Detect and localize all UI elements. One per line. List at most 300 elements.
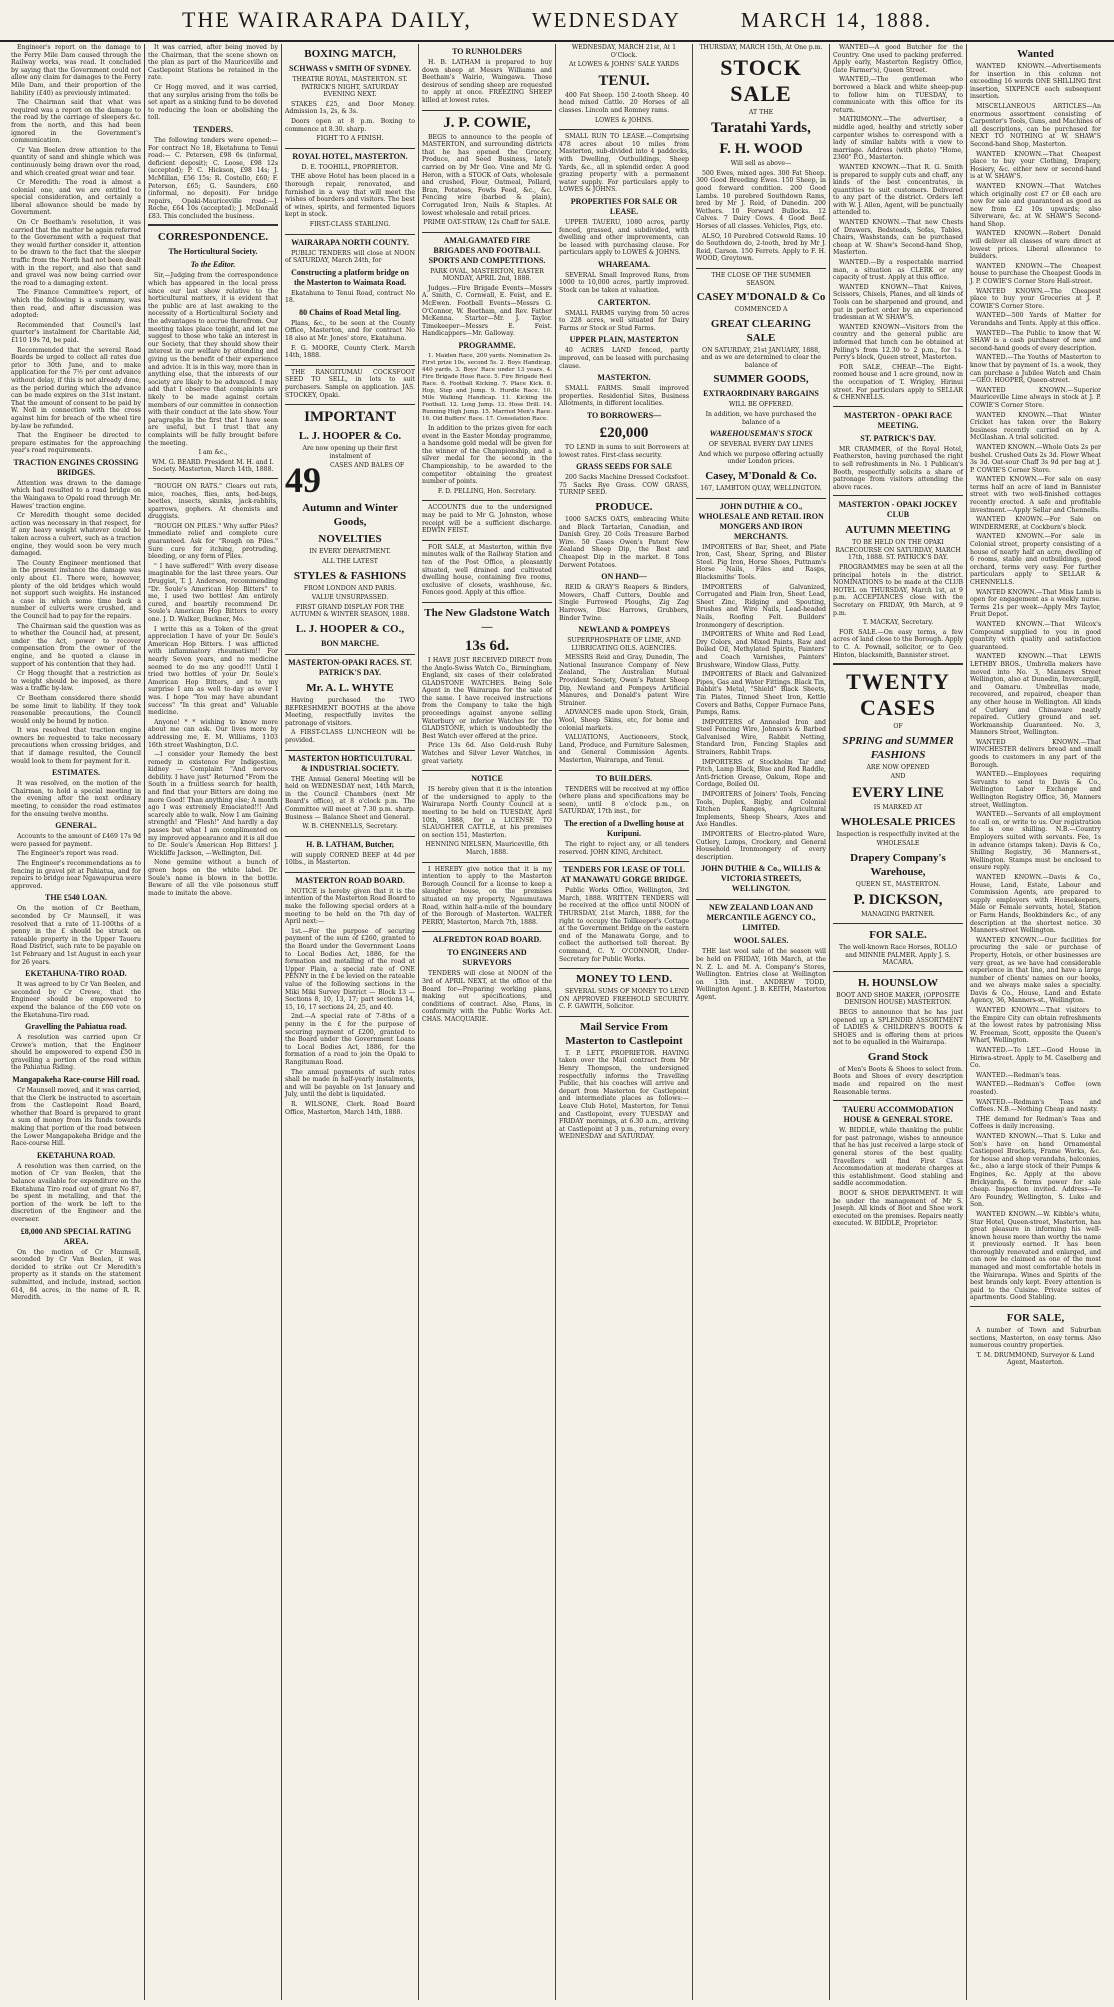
advert-text: TENDERS will be received at my office (where plans and specifications may be seen), until 8 o'clock p.m., on SATURDAY, 17th inst., for xyxy=(559,785,689,816)
classified-ad: WANTED.—To LET.—Good House in Hiriwa-street. Apply to M. Caselberg and Co. xyxy=(970,1047,1101,1070)
article-paragraph: The following tenders were opened:— For contract No 18, Eketahuna to Tenui road:— C. Petersen, £98 6s (informal, deficient deposit); C. Loose, £98 12s (accepted); P. C. Hickson, £98 14s; J. McMillan, £56 15s; R. Costello, £60; F. Peterson, £65; G. Saunders, £60 (informal, no deposit). For bridge repairs, Opaki-Mauriceville road:—J. Roche, £64 10s (accepted); J. McDonald £83. This concluded the business. xyxy=(148,136,278,220)
advert-nz-loan xyxy=(696,903,826,1001)
advert-runholders xyxy=(422,47,552,111)
article-paragraph: A resolution was carried upon Cr Crewe's motion, that the Engineer should be empowered to expend £50 in gravelling a portion of the road within the Pahiatua Riding. xyxy=(11,1034,141,1072)
advert-amount: £20,000 xyxy=(599,425,649,441)
classified-ad: WANTED KNOWN.—The Cheapest place to buy your Groceries at J. P. COWIE'S Corner Store. xyxy=(970,287,1101,310)
advert-text: HENNING NIELSEN, Mauriceville, 6th March, 1888. xyxy=(425,841,549,856)
advert-text: MESSRS Reid and Gray, Dunedin, The National Insurance Company of New Zealand, The Australian Mutual Provident Society, Owen's Patent Sheep Dip, Newland and Pompeys Artificial Manures, and Donald's patent Wire Strainer. xyxy=(559,654,689,707)
section-heading: TENDERS. xyxy=(193,124,233,134)
advert-text: WEDNESDAY, MARCH 21st, At 1 O'Clock. xyxy=(571,44,677,59)
article-paragraph: Recommended that Council's last quarter's instalment for Charitable Aid, £110 19s 7d, be paid. xyxy=(11,321,141,344)
advert-subheading: AUTUMN MEETING xyxy=(845,524,951,537)
classified-ad: FOR SALE, CHEAP.—The Eight-roomed house and 1 acre ground, now in the occupation of T. Wrigley, Hirinui street. For particulars apply to SELLAR & CHENNELLS. xyxy=(833,363,963,402)
advert-sports xyxy=(422,236,552,502)
classified-ad: WANTED KNOWN.—The Cheapest house to purchase the Cheapest Goods in J. P. COWIE'S Corner Store Hall-street. xyxy=(970,262,1101,286)
divider xyxy=(833,495,963,496)
classified-ad: WANTED—500 Yards of Matter for Verandahs and Tents. Apply at this office. xyxy=(970,312,1101,327)
advert-subheading: The erection of a Dwelling house at Kuripuni. xyxy=(564,818,684,838)
newspaper-title: THE WAIRARAPA DAILY, xyxy=(182,7,472,32)
section-heading: Mangapakeha Race-course Hill road. xyxy=(12,1075,140,1085)
article-paragraph: The Engineer's recommendations as to fencing in gravel pit at Pahiatua, and for repairs to bridge near Ngawapurua were approved. xyxy=(11,860,141,890)
advert-text: And which we purpose offering actually under London prices. xyxy=(698,450,824,466)
advert-text: Will sell as above— xyxy=(730,160,792,168)
advert-text: 1000 SACKS OATS, embracing White and Black Tartarian, Canadian, and Danish Grey. 20 Coils Treasure Barbed Wire. 50 Cases Owen's Patent New Zealand Sheep Dip, the Best and Cheapest Dip in the market. 8 Tons Derwent Potatoes. xyxy=(559,515,689,569)
advert-text: T. P. LETT, PROPRIETOR. HAVING taken over the Mail contract from Mr Henry Thompson, the undersigned respectfully informs the Travelling Public, that his coaches will arrive and depart from Masterton for Castlepoint and intermediate places as follows:—Leave Club Hotel, Masterton, for Tenui and Castlepoint, every TUESDAY and FRIDAY mornings, at 6.30 a.m., arriving at Castlepoint at 3 p.m., returning every WEDNESDAY and SATURDAY. xyxy=(559,1049,689,1141)
advert-text: None genuine without a bunch of green hops on the white label. Dr. Soule's name is blown in the bottle. Beware of all the vile poisonous stuff made to imitate the above. xyxy=(148,859,278,897)
advert-gladstone-watch xyxy=(422,606,552,771)
advert-text: IMPORTERS of Annealed Iron and Steel Fencing Wire, Johnson's & Barbed Galvanised Wire, Rabbit Netting, Standard Iron, Fencing Staples and Strainers, Rabbit Traps. xyxy=(696,718,826,757)
advert-subheading: EXTRAORDINARY BARGAINS xyxy=(703,389,819,399)
advert-notice xyxy=(422,774,552,862)
advert-text: ACCOUNTS due to the undersigned may be paid to Mr G. Johnston, whose receipt will be a sufficient discharge. EDWIN FEIST. xyxy=(422,504,552,535)
advert-subheading: JOHN DUTHIE & Co., WILLIS & VICTORIA STREETS, WELLINGTON. xyxy=(700,864,822,894)
advert-heading: MONEY TO LEND. xyxy=(575,973,673,986)
advert-subheading: GREAT CLEARING SALE xyxy=(710,317,812,344)
article-paragraph: The Finance Committee's report, of which the following is a summary, was then read, and after discussion was adopted: xyxy=(11,289,141,320)
advert-text: H. B. LATHAM is prepared to buy down sheep at Messrs Williams and Beetham's Wairio, Waingawa. Those desirous of sending sheep are requested to apply at once. FREEZING SHEEP killed at lowest rates. xyxy=(422,59,552,104)
advert-text: PARK OVAL, MASTERTON, EASTER MONDAY, APRIL 2nd, 1888. xyxy=(430,267,544,283)
advert-text: IMPORTERS of Electro-plated Ware, Cutlery, Lamps, Crockery, and General Household Ironmongery of every description. xyxy=(696,831,826,861)
advert-text: The right to reject any, or all tenders reserved. JOHN KING, Architect. xyxy=(559,840,689,856)
advert-text: 400 Fat Sheep. 150 2-tooth Sheep. 40 head mixed Cattle. 20 Horses of all classes. Lincoln and Romney rams. xyxy=(559,91,689,114)
advert-text: THURSDAY, MARCH 15th, At One p.m. xyxy=(699,44,823,51)
section-heading: GENERAL. xyxy=(55,821,97,831)
advert-heading: TENDERS FOR LEASE OF TOLL AT MANAWATU GORGE BRIDGE. xyxy=(560,865,688,885)
advert-text: will supply CORNED BEEF at 4d per 10lbs., in Masterton. xyxy=(285,851,415,867)
advert-text: 1. Maiden Race, 200 yards. Nomination 2s. First prize 10s, second 5s. 2. Boys Handicap, 440 yards. 3. Boys' Race under 13 years. 4. Fire Brigade Hose Race. 5. Fire Brigade Reel Race. 6. Football Kicking. 7. Place Kick. 8. Hop, Step and Jump. 9. Hurdle Race. 10. Mile Walking Handicap. 11. Kicking the Football. 12. Long Jump. 13. Hose Drill. 14. Running High Jump. 15. Married Men's Race. 16. Old Buffers' Race. 17. Consolation Race. xyxy=(422,353,552,423)
advert-text: 2nd.—A special rate of 7-8ths of a penny in the £ for the purpose of securing payment of £200, granted to the Board under the Government Loans to Local Bodies Act, 1886, for the formation of a road to join the Opaki to Rangitumau Road. xyxy=(285,1013,415,1066)
advert-text: The well-known Race Horses, ROLLO and MINNIE PALMER. Apply J. S. MACARA. xyxy=(838,943,958,967)
advert-money xyxy=(559,972,689,1017)
advert-text: 167, LAMBTON QUAY, WELLINGTON. xyxy=(700,485,822,493)
advert-text: In addition, we have purchased the balance of a xyxy=(705,411,817,426)
advert-heading: MASTERTON-OPAKI RACES. ST. PATRICK'S DAY. xyxy=(288,657,412,677)
divider xyxy=(970,1306,1101,1307)
advert-heading: MASTERTON - OPAKI RACE MEETING. xyxy=(843,410,953,430)
advert-text: THE last wool sale of the season will be held on FRIDAY, 16th March, at the N. Z. L. and M. A. Company's Stores, Wellington. Entries close at Wellington on 13th inst. ANDREW TODD, Wellington Agent. J. B. KEITH, Masterton Agent. xyxy=(696,948,827,1001)
section-heading: EKETAHUNA ROAD. xyxy=(36,1150,116,1160)
advert-text: F. D. PELLING, Hon. Secretary. xyxy=(437,487,537,495)
column-7 xyxy=(830,44,967,2000)
advert-text: T. MACKAY, Secretary. xyxy=(862,619,934,627)
article-paragraph: It was carried, after being moved by the Chairman, that the scene shown on the plan as part of the Mauriceville and Castlepoint Stations be retained in the rate. xyxy=(148,44,278,82)
advert-lowes-johns xyxy=(559,133,689,770)
classified-ad: WANTED.—The Youths of Masterton to know that by payment of 1s. a week, they can purchase a Jubilee Watch and Chain—GEO. HOOPER, Queen-street. xyxy=(970,354,1101,385)
advert-slaughter-house xyxy=(422,866,552,933)
advert-subheading: WHOLESALE PRICES xyxy=(840,815,956,828)
advert-subheading: PROGRAMME. xyxy=(458,341,516,351)
advert-text: UPPER TAUERU, 1080 acres, partly fenced, grassed, and subdivided, with dwelling and other improvements, can be leased with purchasing clause. For particulars apply to LOWES & JOHNS. xyxy=(559,218,689,257)
advert-number: 49 xyxy=(285,462,321,499)
advert-text: TO BE HELD ON THE OPAKI RACECOURSE ON SATURDAY, MARCH 17th, 1888. ST. PATRICK'S DAY. xyxy=(835,539,961,562)
advert-text: Anyone! * * wishing to know more about me can ask. Our lives more by addressing me, E. M. Williams, 1103 16th street Washington, D.C. xyxy=(148,718,278,749)
advert-text: STAKES £25, and Door Money. Admission 1s, 2s, & 3s. xyxy=(285,100,415,116)
advert-text: SEVERAL Small Improved Runs, from 1000 to 10,000 acres, partly improved. Stock can be taken at valuation. xyxy=(559,271,689,295)
classified-ad: THE demand for Redman's Teas and Coffees is daily increasing. xyxy=(970,1115,1101,1131)
classified-ad: WANTED KNOWN.—That S. Luke and Son's have on hand Ornamental Castiepoel Brackets, Frame Works, &c. for house and shop verandahs, balconies, &c., also a large stock of their Pumps & Engines, &c. Apply at the above Brickyards, & forms power for sale cheap. Inspection invited. Address—Te Aro Foundry, Wellington, S. Luke and Son. xyxy=(970,1132,1101,1209)
advert-text: WILL BE OFFERED. xyxy=(728,401,794,409)
advert-text: FIRST GRAND DISPLAY FOR THE AUTUMN & WINTER SEASON, 1888. xyxy=(290,603,410,619)
advert-heading: MASTERTON ROAD BOARD. xyxy=(295,875,405,885)
advert-subheading: L. J. HOOPER & Co. xyxy=(298,430,402,443)
advert-subheading: SPRING and SUMMER FASHIONS xyxy=(842,734,954,761)
advert-subheading: SUMMER GOODS, xyxy=(713,373,809,386)
classified-ad: MISCELLANEOUS ARTICLES—An enormous assortment consisting of Carpenter's Tools, Guns, and Machines of all descriptions, can be purchased for NEXT TO NOTHING at W. SHAW'S Second-hand Shop, Masterton. xyxy=(970,102,1102,148)
advert-subheading: SCHWASS v SMITH OF SYDNEY. xyxy=(289,64,411,73)
advert-text: THEATRE ROYAL, MASTERTON. ST. PATRICK'S NIGHT, SATURDAY EVENING NEXT. xyxy=(292,76,408,99)
advert-text: IMPORTERS of Bar, Sheet, and Plate Iron, Cast, Shear, Spring, and Blister Steel. Pig Iron, Horse Shoes, Puttnam's Horse Nails, Files and Rasps, Blacksmiths' Tools. xyxy=(696,543,826,581)
advert-subheading: EVERY LINE xyxy=(852,784,944,801)
advert-subheading: PRODUCE. xyxy=(595,500,653,513)
advert-casey-mdonald xyxy=(696,272,826,499)
advert-text: IMPORTERS of White and Red Lead, Dry Colors, and Mixed Paints, Raw and Boiled Oil, Methylated Spirits, Painters' and Coach Varnishes, Painters' Brushware, Window Glass, Putty. xyxy=(696,631,826,669)
advert-text: AND xyxy=(890,773,906,781)
divider xyxy=(833,663,963,665)
advert-text: A FIRST-CLASS LUNCHEON will be provided. xyxy=(285,729,415,744)
advert-text: NOTICE is hereby given that it is the intention of the Masterton Road Board to make the following special orders at a meeting to be held on the 7th day of April next:— xyxy=(285,887,415,926)
advert-heading: Mail Service From Masterton to Castlepoint xyxy=(565,1020,683,1047)
advert-heading: H. B. LATHAM, Butcher, xyxy=(306,839,394,849)
advert-heading: STOCK SALE xyxy=(720,54,802,106)
column-6 xyxy=(693,44,830,2000)
advert-subheading: WAREHOUSEMAN'S STOCK xyxy=(709,429,813,439)
advert-heading: AMALGAMATED FIRE BRIGADES AND FOOTBALL SPORTS AND COMPETITIONS. xyxy=(428,235,546,265)
advert-text: THE above Hotel has been placed in a thorough repair, renovated, and furnished in a way that will meet the wishes of boarders and visitors. The best of wines, spirits, and fermented liquors kept in stock. xyxy=(285,173,415,219)
classified-ad: WANTED KNOWN.—That R. G. Smith is prepared to supply cuts and chaff, any kinds of the best concentrates, in quantities to suit customers. Delivered to any part of the district. Orders left with W. J. Allen, Agent, will be punctually attended to. xyxy=(833,163,963,217)
advert-text: Doors open at 8 p.m. Boxing to commence at 8.30. sharp. xyxy=(285,117,415,133)
advert-text: 200 Sacks Machine Dressed Cocksfoot. 75 Sacks Rye Grass. COW GRASS, TURNIP SEED. xyxy=(559,474,689,497)
advert-text: IMPORTERS of Black and Galvanized Pipes, Gas and Water Fittings. Black Tin, Babbit's Metal, "Shield" Black Sheets, Tin Plates, Tinned Sheet Iron, Kettle Covers and Baths, Copper Furnace Pans, Pumps, Rams. xyxy=(696,671,826,717)
advert-text: FOR SALE, at Masterton, within five minutes walk of the Railway Station and ten of the Post Office, a pleasantly situated, well drained and cultivated dwelling house, containing five rooms, exclusive of closets, washhouse, &c. Fences good. Apply at this office. xyxy=(422,543,552,597)
advert-accounts xyxy=(422,504,552,540)
article-paragraph: It was resolved, on the motion of the Chairman, to hold a special meeting in the evening after the next ordinary meeting, to consider the road estimates for the ensuing twelve months. xyxy=(11,780,141,818)
classified-ad: MATRIMONY.—The advertiser, a middle aged, healthy and strictly sober carpenter wishes to correspond with a lady of similar habits with a view to marriage. Address (with photo) "Home, 2360" P.O., Masterton. xyxy=(833,116,963,162)
advert-text: SMALL FARMS. Small improved properties. Residential Sites, Business Allotments, in different localities. xyxy=(559,385,689,408)
advert-subheading: BON MARCHE. xyxy=(321,638,379,648)
advert-text: TENDERS will close at NOON of the 3rd of APRIL NEXT, at the office of the Board for—Preparing working plans, making out specifications, and conditions of contract. Also, Plans, in conformity with the Public Works Act. CHAS. MACQUARIE. xyxy=(422,970,552,1023)
classified-ad: WANTED KNOWN.—Robert Donald will deliver all classes of ware direct at lowest prices. Liberal allowance to builders. xyxy=(970,230,1101,261)
classified-ad: WANTED.—Redman's Coffee (own roasted). xyxy=(970,1081,1101,1096)
advert-latham xyxy=(285,840,415,873)
advert-county-tenders xyxy=(285,238,415,366)
advert-text: W. BIDDLE, while thanking the public for past patronage, wishes to announce that he has just received a large stock of general stores of the best quality. Travellers will find First Class Accommodation at moderate charges at this establishment. Good stabling and saddle accommodation. xyxy=(833,1127,963,1188)
advert-text: F. G. MOORE, County Clerk. March 14th, 1888. xyxy=(285,344,415,360)
advert-text: QUEEN ST., MASTERTON. xyxy=(855,880,941,888)
classified-ad: WANTED KNOWN.—For Sale on WINDERMERE, at Cockburn's block. xyxy=(970,516,1101,531)
article-paragraph: Cr Van Beelen drew attention to the quantity of sand and shingle which was continuously being drawn over the road, and which created great wear and tear. xyxy=(11,146,141,177)
advert-text: BOOT AND SHOE MAKER, (OPPOSITE DENISON HOUSE) MASTERTON. xyxy=(836,991,960,1007)
letter-closing: I am &c., xyxy=(198,449,228,457)
section-heading: £8,000 AND SPECIAL RATING AREA. xyxy=(20,1226,132,1246)
article-paragraph: Cr Hogg thought that a restriction as to weight should be imposed, as there was a traffic by-law. xyxy=(11,670,141,693)
advert-text: BOOT & SHOE DEPARTMENT. It will be under the management of Mr S. Joseph. All kinds of Boot and Shoe work executed on the premises. Repairs neatly executed. W. BIDDLE, Proprietor. xyxy=(833,1190,963,1228)
advert-text: I write this as a Token of the great appreciation I have of your Dr. Soule's American Hop Bitters. I was afflicted with inflammatory rheumatism!! For nearly Seven years, and no medicine seemed to do me any good!!! Until I tried two bottles of your Dr. Soule's American Hop Bitters, and to my surprise I am as well to-day as ever I was. I hope "You may have abundant success" "In this great and" Valuable medicine. xyxy=(148,625,278,717)
advert-text: Judges.—Fire Brigade Events—Messrs A. Smith, C. Cornwall, E. Feist, and E. McEwen. Football Events—Messrs G. O'Connor, W. Beetham, and Rev. Father McKenna. Starter—Mr. J. Taylor. Timekeeper—Messrs E. Feist. Handicappers—Mr. Galloway. xyxy=(422,284,552,338)
advert-heading: CASEY M'DONALD & Co xyxy=(696,291,826,304)
section-heading: Gravelling the Pahiatua road. xyxy=(25,1022,127,1032)
advert-subheading: STYLES & FASHIONS xyxy=(293,569,407,582)
advert-text: Price 13s 6d. Also Gold-rush Ruby Watches and Silver Lever Watches, in great variety. xyxy=(422,742,552,765)
advert-text: 40 ACRES LAND fenced, partly improved, can be leased with purchasing clause. xyxy=(559,347,689,370)
advert-text: The annual payments of such rates shall be made in half-yearly instalments, and will be payable on 1st January and July, until the debt is liquidated. xyxy=(285,1068,415,1099)
divider xyxy=(833,406,963,407)
advert-heading: TENUI. xyxy=(598,72,650,89)
classified-ad: WANTED KNOWN.—That Watches which originally cost £7 or £8 each are now for sale and guaranteed as good as new from £2 10s upwards; also Silverware, &c. at W. SHAW'S Second-hand Shop. xyxy=(970,182,1101,228)
advert-text: R. WILSONE, Clerk. Road Board Office, Masterton, March 14th, 1888. xyxy=(285,1100,415,1116)
advert-text: THE Annual General Meeting will be held on WEDNESDAY next, 14th March, in the Council Chambers (next Mr Beard's office), at 8 o'clock p.m. The Committee will meet at 7.30 p.m. sharp. Business — Balance Sheet and General. xyxy=(285,775,415,821)
classified-ad: WANTED.—Servants of all employment to call on, or write to us. Our registration fee is one shilling. N.B.—Country Employers suited with servants. Fee, 1s in advance (stamps taken). Davis & Co., Shilling Registry, 36 Manners-st., Wellington. Stamps must be enclosed to ensure reply. xyxy=(970,811,1101,872)
classified-ad: WANTED KNOWN.—Whole Oats 2s per bushel. Crushed Oats 2s 3d. Flowr Wheat 3s 3d. Oat-sour Chaff 3s 9d per bag at J. P. COWIE'S Corner Store. xyxy=(970,443,1101,474)
advert-subheading: GRASS SEEDS FOR SALE xyxy=(576,462,672,472)
divider xyxy=(833,971,963,972)
article-paragraph: On Cr Beetham's resolution, it was carried that the matter be again referred to the Government with a request that they would further consider it, attention to be drawn to the fact that the sleeper traffic from the North had not been dealt with in the report, and also that sand and gravel was now being carried over the road to a damaging extent. xyxy=(11,219,141,287)
letter-body: Sir,—Judging from the correspondence which has appeared in the local press since our last show relative to the horticultural matters, it is evident that the public are at last awaking to the necessity of a Horticultural Society and the advantages to accrue therefrom. Our meeting takes place tonight, and let me suggest to those who take an interest in our Society, that they should show their interest in our welfare by attending and giving us the benefit of their experience and advice. It is in this way, more than in anything else, that the interests of our society are likely to be advanced. I may add that I observe that complaints are likely to be made against certain members of our committee in connection with their conduct at the late show. Your paragraphs in the first that I have seen are useful, but I trust that any complaints will be fully brought before the meeting. xyxy=(148,272,278,447)
classified-ad: WANTED KNOWN.—W. Kibble's white, Star Hotel, Queen-street, Masterton, has great pleasure in informing his well-known house more than worthy the name it previously earned. It has been thoroughly renovated and enlarged, and can now be claimed as one of the most managed and most comfortable hotels in the Wairarapa. Wines and Spirits of the best brands only kept. Every attention is paid to the Cuisine. Private suites of apartments. Good Stabling. xyxy=(970,1210,1101,1302)
advert-text: A number of Town and Suburban sections, Masterton, on easy terms. Also numerous country properties. xyxy=(970,1327,1101,1350)
advert-text: MR CRAMMER, of the Royal Hotel, Featherston, having purchased the right to sell refreshments in No. 1 Publican's Booth, respectfully solicits a share of patronage from visitors attending the above races. xyxy=(833,445,963,491)
advert-toll-lease xyxy=(559,865,689,969)
classified-ad: WANTED KNOWN.—That Wilcox's Compound supplied to you in good quantity with quality and satisfaction guaranteed. xyxy=(970,620,1101,651)
divider xyxy=(148,478,278,479)
advert-text: VALUE UNSURPASSED. xyxy=(311,594,389,602)
advert-horticultural xyxy=(285,754,415,837)
advert-text: IN EVERY DEPARTMENT. xyxy=(309,548,391,556)
article-paragraph: On the motion of Cr Beetham, seconded by Cr Maunsell, it was resolved that a rate of 11-100ths of a penny in the £ should be struck on rateable property in the Upper Taueru Road District, such rate to be payable on 1st February and 1st August in each year for 26 years. xyxy=(11,905,141,966)
advert-text: Ekatahuna to Tenui Road, contract No 18. xyxy=(285,289,415,305)
advert-subheading: 80 Chains of Road Metal ling. xyxy=(299,307,401,317)
advert-subheading: WHAREAMA. xyxy=(597,259,651,269)
advert-road-board xyxy=(285,876,415,1116)
advert-text: 500 Ewes, mixed ages. 300 Fat Sheep. 300 Good Breeding Ewes. 150 Sheep, in good forward condition. 200 Good Lambs. 10 purebred Southdown Rams, bred by Mr J. Reid, of Dunedin. 200 Wethers. 10 Forward Bullocks. 12 Calves. 7 Dairy Cows. 4 Good Beef. Horses of all classes. Vehicles, Pigs, etc. xyxy=(696,169,826,230)
advert-text: IMPORTERS of Stockholm Tar and Pitch, Lamp Black, Blue and Red Raddle, Anti-friction Grease, Oakum, Rope and Cordage, Boiled Oil. xyxy=(696,758,826,789)
advert-text: " I have suffered!" With every disease imaginable for the last three years. Our Druggist, T. J. Anderson, recommending "Dr. Soule's American Hop Bitters" to me, I used two bottles! Am entirely cured, and heartily recommend Dr. Soule's American Hop Bitters to every one. J. D. Walker, Buckner, Mo. xyxy=(148,562,278,623)
advert-auctioneer: F. H. WOOD xyxy=(719,141,803,158)
advert-text: VALUATIONS, Auctioneers, Stock, Land, Produce, and Furniture Salesmen, and General Commission Agents. Masterton, Wairarapa, and Tenui. xyxy=(559,734,689,764)
divider xyxy=(833,923,963,924)
classified-ad: WANTED KNOWN.—That new Chests of Drawers, Bedsteads, Sofas, Tables, Chairs, Washstands, can be purchased cheap at W. Shaw's Second-hand Shop, Masterton. xyxy=(833,219,963,257)
classified-ad: WANTED KNOWN—Visitors from the country and the general public are informed that lunch can be obtained at Pelling's from 12.30 to 2 p.m., for 1s. Perry's block, Queen street, Masterton. xyxy=(833,323,963,362)
classified-ad: WANTED KNOWN.—That Miss Lamb is open for engagement as a weekly nurse. Terms 21s per week—Apply Mrs Taylor, Fruit Depot. xyxy=(970,588,1101,619)
advert-heading: H. HOUNSLOW xyxy=(857,976,939,989)
advert-text: ON SATURDAY, 21st JANUARY, 1888, and as we are determined to clear the balance of xyxy=(701,346,821,369)
classified-ad: WANTED KNOWN—That Knives, Scissors, Chisels, Planes, and all kinds of Tools can be sharpened and ground, and put in perfect order by an experienced tradesman at W. SHAW'S. xyxy=(833,283,963,322)
advert-text: In addition to the prizes given for each event in the Easter Monday programme, a handsome gold medal will be given for the winner of the Championship, and a silver medal for the second in the Championship, to be awarded to the competitor obtaining the greatest number of points. xyxy=(422,425,552,486)
article-paragraph: The Chairman said the question was as to whether the Council had, at present, under the Act, power to recover compensation from the owner of the engine, and he quoted a clause in support of his contention that they had. xyxy=(11,622,141,668)
advert-subheading: ST. PATRICK'S DAY. xyxy=(860,433,936,443)
article-paragraph: Cr Maunsell moved, and it was carried, that the Clerk be instructed to ascertain from the Castlepoint Road Board, whether that Board is prepared to grant a sum of money from its funds towards making that portion of the road between the Lower Mangapakeha Bridge and the Race-course Hill. xyxy=(11,1087,141,1148)
advert-subheading: Drapery Company's Warehouse, xyxy=(850,851,946,878)
advert-text: CASES AND BALES OF xyxy=(330,462,405,470)
article-paragraph: On the motion of Cr Maunsell, seconded by Cr Van Beelen, it was decided to strike out Cr Meredith's property as it stands on the statement submitted, and include, instead, section 614, 84 acres, in the name of R. R. Meredith. xyxy=(11,1248,141,1302)
divider xyxy=(833,1100,963,1101)
classified-ad: FOR SALE.—On easy terms, a few acres of land close to the Borough. Apply to C. A. Pownall, solicitor, or to Geo. Hinton, blacksmith, Bannister street. xyxy=(833,628,963,659)
advert-text: THE CLOSE OF THE SUMMER SEASON. xyxy=(711,271,811,287)
advert-text: "ROUGH ON RATS." Clears out rats, mice, roaches, flies, ants, bed-bugs, beetles, insects, skunks, jack-rabbits, sparrows, gophers. At chemists and druggists. xyxy=(148,482,278,521)
advert-text: 1st.—For the purpose of securing payment of the sum of £260, granted to the Board under the Government Loans to Local Bodies Act, 1886, for the formation and metalling of the road at Upper Plain, a special rate of ONE PENNY in the £ be levied on the rateable value of the following sections in the Miki Miki Survey District — Block 13 — Sections 8, 10, 13, 17; part sections 14, 15, 16, 17 sections 24, 25, and 40. xyxy=(285,927,415,1011)
advert-heading: WAIRARAPA NORTH COUNTY. xyxy=(291,237,409,247)
advert-text: PUBLIC TENDERS will close at NOON of SATURDAY, March 24th, for xyxy=(285,249,415,265)
letter-salutation: To the Editor. xyxy=(190,260,236,270)
advert-text: Are now opening up their first instalment of xyxy=(302,445,398,460)
article-paragraph: Recommended that the several Road Boards be urged to collect all rates due prior to 30th June, and to make application for the 7½ per cent advance without delay, if this is not already done, as the period during which the advance can be made expires on the 31st instant. That the amount of consent to be paid by W. Noll in connection with the cross against him for breach of the wheel tire by-law be refunded. xyxy=(11,346,141,430)
advert-text: D. E. TOOHILL, PROPRIETOR. xyxy=(301,163,399,171)
classified-ad: WANTED—The Public to know that W. SHAW is a cash purchaser of new and second-hand goods of every description. xyxy=(970,329,1101,352)
advert-text: SUPERPHOSPHATE OF LIME, AND LUBRICATING OILS. AGENCIES. xyxy=(567,637,681,652)
advert-text: FIGHT TO A FINISH. xyxy=(316,135,384,143)
article-paragraph: It was resolved that traction engine owners be requested to take necessary precautions when crossing bridges, and that if damage resulted, the Council would look to them for payment for it. xyxy=(11,727,141,765)
article-paragraph: Attention was drawn to the damage which had resulted to a road bridge on the Waingawa to Opaki road through Mr. Hawes' traction engine. xyxy=(11,479,141,510)
advert-subheading: Mr. A. L. WHYTE xyxy=(306,681,394,694)
advert-heading: IMPORTANT xyxy=(304,409,396,426)
article-paragraph: The County Engineer mentioned that in the present instance the damage was only about £1. There were, however, plenty of the old bridges which would not support such weights. He instanced a case in which some time back a number of culverts were crushed, and the Council had to pay for the repairs. xyxy=(11,559,141,620)
classified-ad: WANTED KNOWN.—For sale in Colonial street, property consisting of a house of nearly half an acre, dwelling of 6 rooms, stable and outbuildings, good orchard, terms very easy. For further particulars apply to SELLAR & CHENNELLS. xyxy=(970,533,1101,586)
advert-heading: BOXING MATCH, xyxy=(304,48,396,60)
advert-text: ALSO, 10 Purebred Cotswold Rams. 10 do Southdown do, 2-tooth, bred by Mr J. Reid, Carson. 150 Ferrets. Apply to F. H. WOOD, Greytown. xyxy=(696,232,826,263)
advert-heading: FOR SALE, xyxy=(1006,1312,1065,1325)
advert-text: IS MARKED AT xyxy=(873,803,923,811)
advert-text: MANAGING PARTNER. xyxy=(861,911,935,919)
letter-signature: WM. G. BEARD. President M. H. and I. Society. Masterton, March 14th, 1888. xyxy=(152,458,274,474)
advert-text: At LOWES & JOHNS' SALE YARDS xyxy=(568,61,680,69)
advert-heading: ALFREDTON ROAD BOARD. xyxy=(432,935,542,945)
advert-heading: TO BUILDERS. xyxy=(595,773,653,783)
advert-text: REID & GRAY'S Reapers & Binders, Mowers, Chaff Cutters, Double and Single Furrowed Ploughs, Zig Zag Harrows, Disc Harrows, Grubbers, Binder Twine. xyxy=(559,584,689,622)
advert-hooper xyxy=(285,408,415,655)
advert-price: 13s 6d. xyxy=(464,637,510,654)
advert-text: FROM LONDON AND PARIS. xyxy=(303,584,397,592)
section-heading: ESTIMATES. xyxy=(51,768,101,778)
article-paragraph: Cr Meredith thought some decided action was necessary in that respect, for if any heavy weight whatever could be taken across a culvert, such as a traction engine, they would soon be very much damaged. xyxy=(11,512,141,558)
advert-subheading: P. DICKSON, xyxy=(853,892,943,909)
advert-alfredton xyxy=(422,935,552,1023)
advert-text: OF xyxy=(893,723,903,731)
advert-text: FIRST-CLASS STABLING. xyxy=(309,220,391,228)
advert-builders xyxy=(559,774,689,863)
advert-text: SMALL FARMS varying from 50 acres to 228 acres, well situated for Dairy Farms or Stock or Stud Farms. xyxy=(559,309,689,332)
classified-ad: WANTED KNOWN.—That Cheapest place to buy your Clothing, Drapery, Hosiery, &c. either new or second-hand is at W. SHAW'S. xyxy=(970,150,1101,181)
masthead-day: WEDNESDAY xyxy=(531,7,681,32)
column-4 xyxy=(419,44,556,2000)
advert-text: TO LEND in sums to suit Borrowers at lowest rates. First-class security. xyxy=(559,444,689,459)
classified-ad: WANTED KNOWN.—That LEWIS LETHBY BROS., Umbrella makers have moved into No. 3, Manners Street Wellington, also at Dunedin, Invercargill, and Oamaru. Umbrellas made, recovered, and repaired, cheaper than any other house in Wellington. All kinds of Cutlery and Chinaware neatly repaired. Cutlery ground and set. Workmanship Guaranteed. No. 3, Manners Street, Wellington. xyxy=(970,653,1101,737)
article-paragraph: Accounts to the amount of £469 17s 9d were passed for payment. xyxy=(11,833,141,848)
advert-subheading: NEWLAND & POMPEYS xyxy=(578,625,670,635)
article-paragraph: The Engineer's report was read. xyxy=(17,850,119,858)
section-heading: TRACTION ENGINES CROSSING BRIDGES. xyxy=(13,457,139,477)
advert-text: SMALL RUN TO LEASE.—Comprising 478 acres about 10 miles from Masterton, sub-divided into 4 paddocks, with Dwelling, Outbuildings, Sheep Yards, &c., all in splendid order. A good grazing property with a permanent water supply. For particulars apply to LOWES & JOHNS. xyxy=(559,133,689,194)
advert-text: ARE NOW OPENED xyxy=(866,763,930,771)
advert-heading: PROPERTIES FOR SALE OR LEASE. xyxy=(570,196,678,216)
advert-boxing xyxy=(285,47,415,149)
advert-stock-sale xyxy=(696,44,826,269)
advert-heading: FOR SALE. xyxy=(869,928,927,941)
advert-text: "ROUGH ON PILES." Why suffer Piles? Immediate relief and complete cure guaranteed. Ask for "Rough on Piles." Sure cure for itching, protruding, bleeding, or any form of Piles. xyxy=(148,522,278,561)
classified-ad: WANTED.—Employees requiring Servants to send to Davis & Co., Wellington Labor Exchange and Wellington Registry Office, 36, Manners street, Wellington. xyxy=(970,771,1101,809)
advert-heading: JOHN DUTHIE & CO., WHOLESALE AND RETAIL IRON MONGERS AND IRON MERCHANTS. xyxy=(698,501,824,541)
advert-heading: TAUERU ACCOMMODATION HOUSE & GENERAL STORE. xyxy=(842,1105,954,1125)
advert-subheading: Grand Stock xyxy=(867,1050,929,1063)
advert-text: AT THE xyxy=(748,108,774,116)
advert-heading: MASTERTON HORTICULTURAL & INDUSTRIAL SOCIETY. xyxy=(288,753,412,773)
column-1 xyxy=(8,44,145,2000)
classified-ad: WANTED KNOWN.—That visitors to the Empire City can obtain refreshments at the lowest rates by patronising Miss W. Freeman, Scott, opposite the Queen's Wharf, Wellington. xyxy=(970,1007,1101,1045)
article-paragraph: Engineer's report on the damage to the Ferry Mile Dam caused through the Railway works, was read. It concluded by saying that the Government could not allow any claim for damages to the Ferry Mile Dam, and their proportion of the liability (£40) as previously intimated. xyxy=(11,44,141,97)
section-heading: EKETAHUNA-TIRO ROAD. xyxy=(25,969,127,979)
advert-royal-hotel xyxy=(285,152,415,235)
advert-for-sale xyxy=(422,544,552,603)
advert-text: Public Works Office, Wellington, 3rd March, 1888. WRITTEN TENDERS will be received at the office until NOON of THURSDAY, 21st March, 1888, for the right to occupy the Tollkeeper's Cottage at the Government Bridge on the eastern end of the Manawatu Gorge, and to collect the authorised toll thereat. By command, C. Y. O'CONNOR, Under-Secretary for Public Works. xyxy=(559,887,689,963)
column-3 xyxy=(282,44,419,2000)
advert-subheading: Taratahi Yards, xyxy=(711,120,811,137)
advert-text: BEGS to announce to the people of MASTERTON, and surrounding districts that he has opened the Grocery, Produce, and Seed Business, lately carried on by Mr Geo. Vine and Mr G. Heron, with a STOCK of Oats, wholesale and crushed, Flour, Oatmeal, Pollard, Bran, Potatoes, Fowls Feed, &c., &c. Fencing wire (barbed & plain), Corrugated Iron, Nails & Staples. At lowest wholesale and retail prices. xyxy=(422,133,552,217)
article-paragraph: Cr Meredith: The road is almost a colonial one, and we are entitled to special consideration, and certainly a liberal allowance should be made by Government. xyxy=(11,179,141,217)
advert-text: Inspection is respectfully invited at the xyxy=(836,830,960,838)
advert-text: BEGS to announce that he has just opened up a SPLENDID ASSORTMENT of LADIES & CHILDREN'S BOOTS & SHOES and is offering them at prices not to be equalled in the Wairarapa. xyxy=(833,1008,963,1047)
article-paragraph: Cr Hogg moved, and it was carried, that any surplus arising from the tolls be set apart as a sinking fund to be devoted to reducing the loan or abolishing the toll. xyxy=(148,83,278,122)
article-paragraph: Cr Beetham considered there should be some limit to liability. If they took reasonable precautions, the Council would only be bound by notice. xyxy=(11,694,141,725)
letter-title: The Horticultural Society. xyxy=(168,247,258,257)
classified-ad: WANTED KNOWN.—That Winter Cricket has taken over the Bakery business recently carried on by A. McGlashan. A trial solicited. xyxy=(970,411,1101,442)
advert-heading: NOTICE xyxy=(471,774,503,784)
advert-text: IS hereby given that it is the intention of the undersigned to apply to the Wairarapa North County Council at a meeting to be held on TUESDAY, April 10th, 1888, for a LICENSE TO SLAUGHTER CATTLE, at his premises on section 151, Masterton. xyxy=(422,786,552,839)
advert-text: PRIME OAT-STRAW, 12s Chaff for SALE. xyxy=(423,219,551,227)
advert-text: WHOLESALE xyxy=(876,840,920,848)
advert-text: IMPORTERS of Galvanized, Corrugated and Plain Iron, Sheet Lead, Sheet Zinc, Ridging and Spouting, Brushes and Wire Nails, Lead-headed Nails, Roofing Felt. Builders' Ironmongery of description. xyxy=(696,583,826,629)
advert-seed xyxy=(285,369,415,405)
article-paragraph: The Chairman said that what was required was a report on the damage to the road by the carriage of sleepers &c. from the north, and this had been ignored in the Government's communication. xyxy=(11,99,141,145)
advert-text: ALL THE LATEST xyxy=(322,558,378,565)
advert-text: T. M. DRUMMOND, Surveyor & Land Agent, Masterton. xyxy=(976,1351,1095,1367)
advert-text: I HAVE JUST RECEIVED DIRECT from the Anglo-Swiss Watch Co., Birmingham, England, six cases of their celebrated GLADSTONE WATCHES. Being Sole Agent in the Wairarapa for the sale of the same. I have received instructions from the Company to take the high proceedings against anyone selling Waterbury or inferior Watches for the GLADSTONE, which is undoubtedly the Best Watch ever offered at the price. xyxy=(422,656,552,740)
advert-text: Having purchased the TWO REFRESHMENT BOOTHS at the above Meeting, respectfully invites the patronage of visitors. xyxy=(285,696,415,727)
section-heading: CORRESPONDENCE. xyxy=(157,231,269,244)
advert-text: ADVANCES made upon Stock, Grain, Wool, Sheep Skins, etc, for home and colonial markets. xyxy=(559,709,689,732)
advert-subheading: MASTERTON. xyxy=(597,373,651,383)
advert-subheading: UPPER PLAIN, MASTERTON xyxy=(569,335,679,345)
advert-text: W. B. CHENNELLS, Secretary. xyxy=(302,823,398,831)
classified-ad: WANTED,—The gentleman who borrowed a black and white sheep-pup to follow him on TUESDAY, to communicate with this office for its return. xyxy=(833,76,963,114)
divider xyxy=(148,224,278,226)
classified-ad: WANTED.—Redman's Teas and Coffees. N.B.—Nothing Cheap and nasty. xyxy=(970,1098,1101,1114)
advert-subheading: TO BORROWERS— xyxy=(586,411,662,420)
advert-subheading: Casey, M'Donald & Co. xyxy=(705,470,817,483)
advert-subheading: TO ENGINEERS AND SURVEYORS xyxy=(447,948,527,968)
classified-ad: WANTED KNOWN.—Davis & Co., House, Land, Estate, Labour and Commission Agents, are prepared to supply employers with Housekeepers, Male or Female servants, hotel, Station or Farm Hands, Bookbinders &c., of any description at the shortest notice. 30 Manners-street Wellington. xyxy=(970,873,1101,935)
column-2 xyxy=(145,44,282,2000)
classified-ad: WANTED.—By a respectable married man, a situation as CLERK or any capacity of trust. Apply at this office. xyxy=(833,259,963,282)
columns xyxy=(8,44,1106,2000)
column-8 xyxy=(967,44,1104,2000)
advert-heading: TO RUNHOLDERS xyxy=(452,47,522,56)
classified-ad: WANTED KNOWN.—For sale on easy terms half an acre of land in Bannister street with two well-finished cottages recently erected. A safe and profitable investment.—Apply Sellar and Chennells. xyxy=(970,476,1101,514)
masthead-date: MARCH 14, 1888. xyxy=(740,7,932,32)
column-5 xyxy=(556,44,693,2000)
advert-subheading: L. J. HOOPER & CO., xyxy=(295,622,405,635)
classified-ad: WANTED KNOWN.—Our facilities for procuring the sale or purchase of Property, Hotels, or other businesses are very great, as we have had considerable experience in that line, and have a large number of clients' names on our books, and we always make sales a specialty. Davis & Co., House, Land and Estate Agency, 36, Manners-st., Wellington. xyxy=(970,936,1101,1005)
classified-ad: WANTED KNOWN.—Superior Mauriceville Lime always in stock at J. P. COWIE'S Corner Store. xyxy=(970,386,1101,409)
advert-mail-service xyxy=(559,1020,689,1141)
advert-text: LOWES & JOHNS. xyxy=(594,116,654,124)
advert-text: I HEREBY give notice that it is my intention to apply to the Masterton Borough Council for a license to keep a slaughter house, on the premises situated on my property, Ngaumutawa Road, within half-a-mile of the boundary of the Borough of Masterton. WALTER PERRY, Masterton, March 7th, 1888. xyxy=(422,865,552,926)
advert-subheading: Autumn and Winter Goods, xyxy=(302,502,398,529)
advert-subheading: WOOL SALES. xyxy=(733,936,789,946)
advert-text: PROGRAMMES may be seen at all the principal hotels in the district. NOMINATIONS to be made at the CLUB HOTEL on THURSDAY, March 1st, at 9 p.m. ACCEPTANCES close with the Secretary on FRIDAY, 9th March, at 9 p.m. xyxy=(833,564,963,617)
advert-text: OF SEVERAL EVERY DAY LINES xyxy=(708,441,814,449)
advert-text: of Men's Boots & Shoes to select from. Boots and Shoes of every description made and repaired on the most Reasonable terms. xyxy=(833,1065,963,1096)
advert-text: IMPORTERS of Joiners' Tools, Fencing Tools, Duplex, Rigby, and Colonial Kitchen Ranges, Agricultural Implements, Sheep Shears, Axes and Axe Handles. xyxy=(696,791,826,829)
advert-subheading: ON HAND— xyxy=(601,572,647,582)
